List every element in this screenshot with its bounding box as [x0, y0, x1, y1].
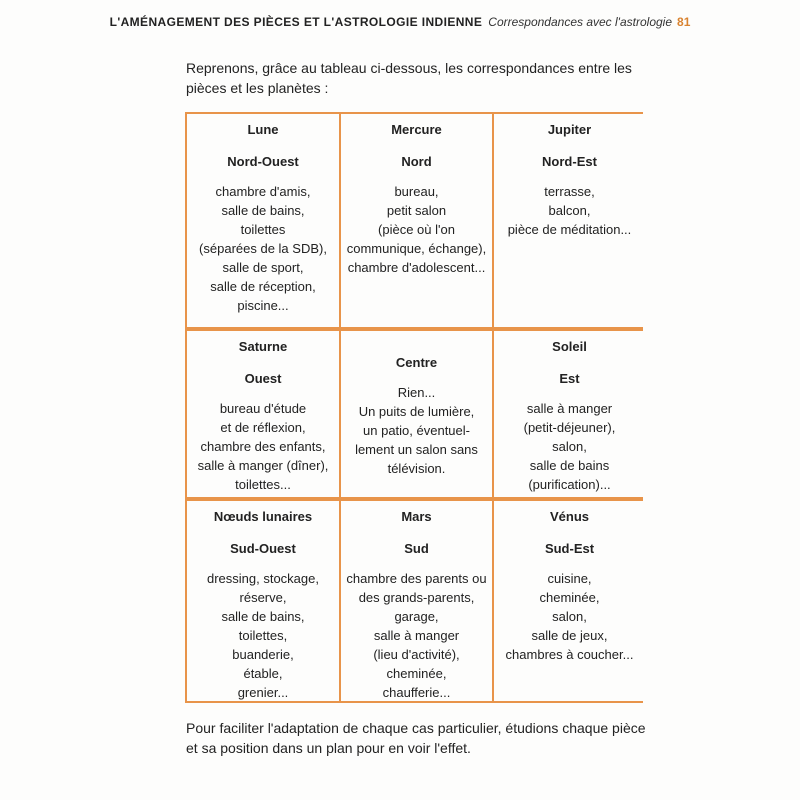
- cell-planet: Nœuds lunaires: [213, 509, 313, 524]
- room-item: petit salon: [386, 203, 447, 218]
- correspondence-table: [185, 112, 643, 703]
- cell-room-list: [341, 383, 492, 478]
- cell-room-list: [187, 569, 339, 701]
- room-item: salle à manger: [373, 628, 460, 643]
- cell-planet: Mercure: [391, 122, 442, 137]
- room-item: grenier...: [237, 685, 289, 700]
- table-cell: [341, 501, 492, 701]
- room-item: salle de bains,: [221, 609, 305, 624]
- cell-direction: Est: [559, 371, 580, 386]
- cell-room-list: [341, 569, 492, 701]
- room-item: pièce de méditation...: [507, 222, 632, 237]
- cell-direction: Nord: [401, 154, 432, 169]
- room-item: buanderie,: [232, 647, 294, 662]
- room-item: balcon,: [548, 203, 591, 218]
- table-cell: [187, 331, 339, 497]
- cell-direction: Nord-Ouest: [227, 154, 299, 169]
- room-item: (séparées de la SDB),: [199, 241, 327, 256]
- cell-direction: Sud: [404, 541, 429, 556]
- page-number: 81: [677, 15, 691, 29]
- cell-planet: Jupiter: [547, 122, 592, 137]
- room-item: chambre d'adolescent...: [347, 260, 486, 275]
- room-item: (purification)...: [528, 477, 611, 492]
- room-item: réserve,: [239, 590, 287, 605]
- table-cell: [494, 331, 645, 497]
- room-item: Rien...: [397, 385, 436, 400]
- room-item: salle de sport,: [222, 260, 304, 275]
- room-item: piscine...: [237, 298, 289, 313]
- cell-planet: Mars: [401, 509, 432, 524]
- room-item: un patio, éventuel-: [363, 423, 470, 438]
- room-item: étable,: [243, 666, 283, 681]
- room-item: dressing, stockage,: [206, 571, 319, 586]
- room-item: chaufferie...: [382, 685, 451, 700]
- room-item: chambre des enfants,: [200, 439, 326, 454]
- room-item: salle à manger (dîner),: [197, 458, 329, 473]
- room-item: salon,: [552, 439, 587, 454]
- table-cell: [341, 331, 492, 497]
- cell-room-list: [187, 399, 339, 494]
- room-item: (petit-déjeuner),: [523, 420, 616, 435]
- room-item: toilettes: [240, 222, 286, 237]
- cell-room-list: [187, 182, 339, 315]
- room-item: salle de bains,: [221, 203, 305, 218]
- room-item: salon,: [552, 609, 587, 624]
- room-item: toilettes...: [235, 477, 291, 492]
- table-cell: [341, 114, 492, 327]
- room-item: salle de réception,: [210, 279, 316, 294]
- room-item: (lieu d'activité),: [373, 647, 460, 662]
- table-cell: [187, 501, 339, 701]
- table-cell: [494, 114, 645, 327]
- room-item: chambre des parents ou: [346, 571, 487, 586]
- header-title: L'AMÉNAGEMENT DES PIÈCES ET L'ASTROLOGIE INDIENNE: [109, 15, 483, 29]
- room-item: cuisine,: [547, 571, 592, 586]
- cell-direction: Nord-Est: [542, 154, 597, 169]
- cell-planet: Vénus: [549, 509, 589, 524]
- room-item: chambres à coucher...: [505, 647, 634, 662]
- room-item: bureau,: [394, 184, 439, 199]
- room-item: toilettes,: [238, 628, 288, 643]
- room-item: Un puits de lumière,: [358, 404, 475, 419]
- intro-paragraph: Reprenons, grâce au tableau ci-dessous, les correspondances entre les pièces et les planètes :: [186, 60, 632, 96]
- table-cell: [494, 501, 645, 701]
- cell-planet: Lune: [247, 122, 279, 137]
- room-item: et de réflexion,: [220, 420, 306, 435]
- room-item: garage,: [394, 609, 439, 624]
- cell-room-list: [494, 399, 645, 494]
- room-item: lement un salon sans: [355, 442, 478, 457]
- cell-planet: Centre: [395, 355, 438, 370]
- room-item: communique, échange),: [346, 241, 487, 256]
- cell-direction: Ouest: [244, 371, 282, 386]
- room-item: salle de jeux,: [531, 628, 608, 643]
- cell-room-list: [494, 569, 645, 664]
- room-item: terrasse,: [544, 184, 595, 199]
- room-item: cheminée,: [539, 590, 600, 605]
- cell-planet: Soleil: [552, 339, 587, 354]
- cell-room-list: [341, 182, 492, 277]
- room-item: salle à manger: [526, 401, 613, 416]
- room-item: chambre d'amis,: [215, 184, 311, 199]
- room-item: (pièce où l'on: [378, 222, 455, 237]
- room-item: des grands-parents,: [358, 590, 475, 605]
- cell-direction: Sud-Ouest: [230, 541, 296, 556]
- room-item: cheminée,: [386, 666, 447, 681]
- room-item: bureau d'étude: [219, 401, 307, 416]
- cell-direction: Sud-Est: [544, 541, 595, 556]
- cell-planet: Saturne: [238, 339, 288, 354]
- room-item: salle de bains: [529, 458, 610, 473]
- cell-room-list: [494, 182, 645, 239]
- table-cell: [187, 114, 339, 327]
- header-subtitle: Correspondances avec l'astrologie: [488, 15, 673, 29]
- running-header: [0, 14, 800, 30]
- room-item: télévision.: [387, 461, 446, 476]
- outro-paragraph: Pour faciliter l'adaptation de chaque cas particulier, étudions chaque pièce et sa position dans un plan pour en voir l'effet.: [186, 720, 646, 756]
